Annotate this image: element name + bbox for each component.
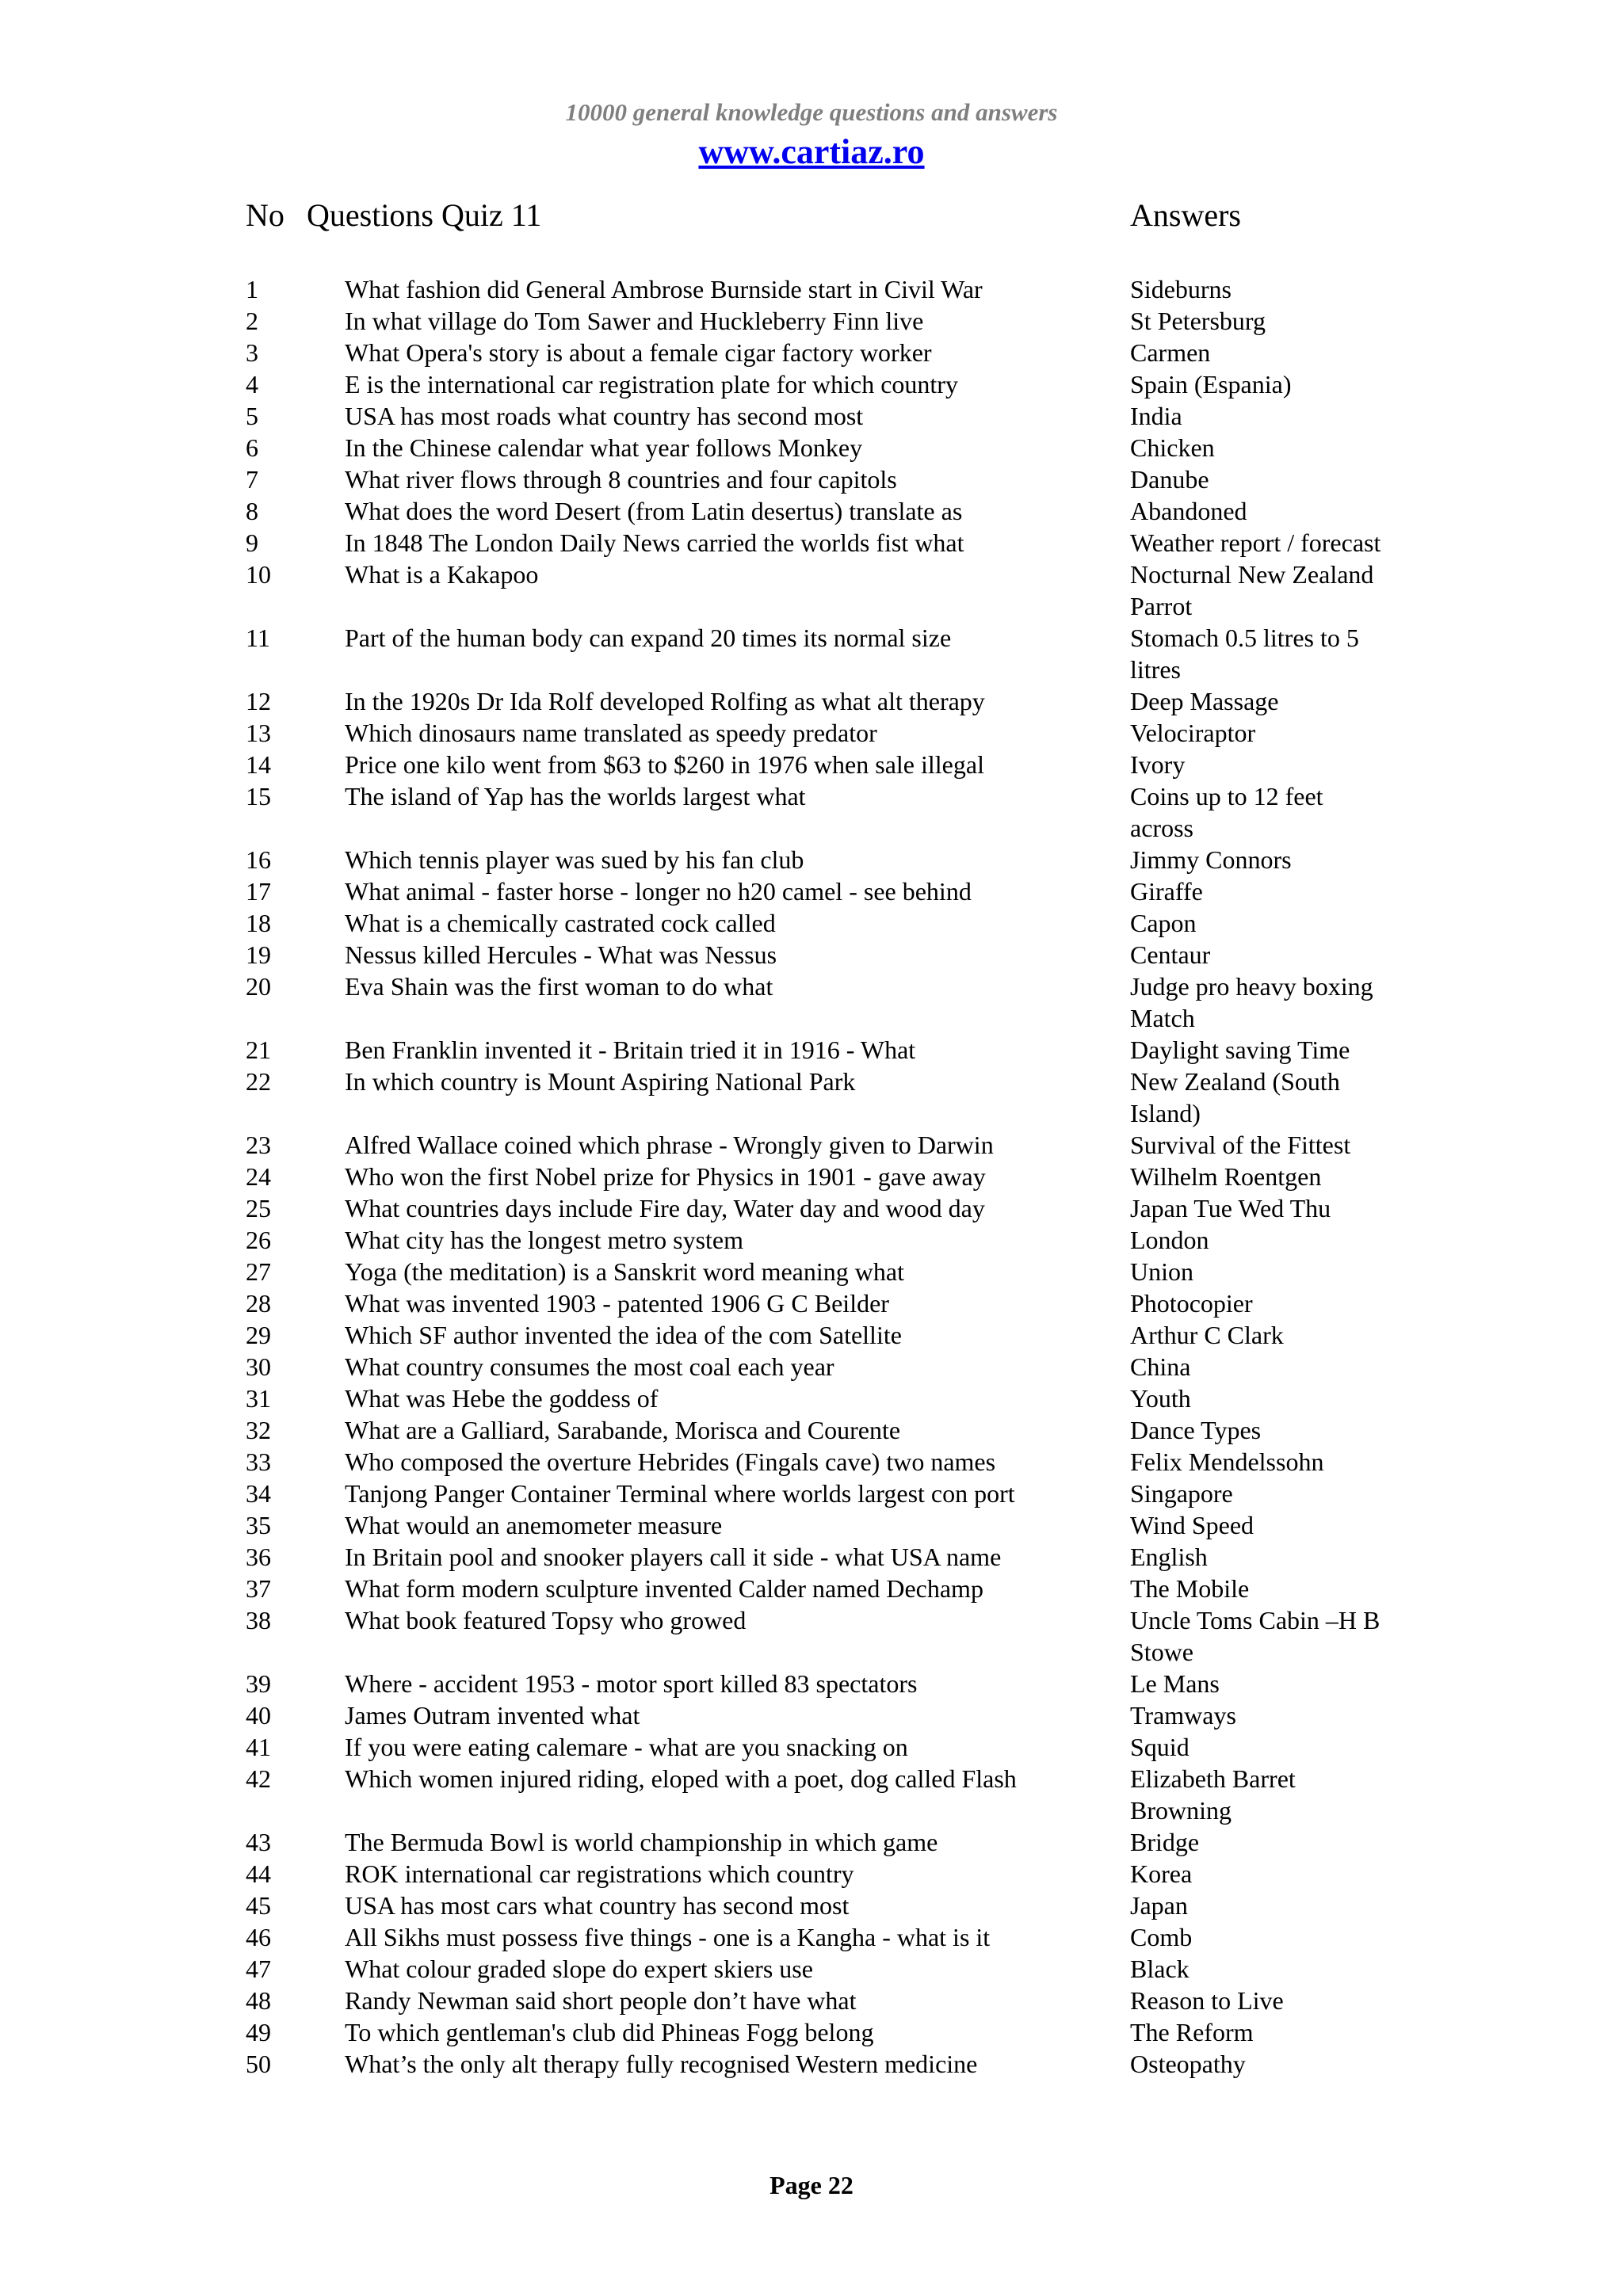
- quiz-row: [0, 844, 1623, 875]
- question-text: Alfred Wallace coined which phrase - Wrongly given to Darwin: [345, 1131, 994, 1159]
- question-text: Which dinosaurs name translated as speedy predator: [345, 719, 877, 747]
- question-text: What colour graded slope do expert skiers use: [345, 1955, 813, 1983]
- answer-text: Coins up to 12 feet across: [1130, 782, 1323, 842]
- question-number: 19: [246, 940, 271, 969]
- question-number: 46: [246, 1923, 271, 1951]
- answer-text: Osteopathy: [1130, 2050, 1246, 2078]
- question-number: 39: [246, 1669, 271, 1698]
- quiz-row: [0, 1826, 1623, 1858]
- question-number: 45: [246, 1891, 271, 1920]
- question-number: 20: [246, 972, 271, 1001]
- question-text: Who won the first Nobel prize for Physics in 1901 - gave away: [345, 1162, 986, 1191]
- answer-text: The Mobile: [1130, 1574, 1250, 1603]
- document-subtitle: 10000 general knowledge questions and answers: [565, 98, 1058, 126]
- answer-text: The Reform: [1130, 2018, 1254, 2046]
- answer-text: Bridge: [1130, 1828, 1200, 1856]
- website-link[interactable]: www.cartiaz.ro: [698, 132, 925, 171]
- question-text: Where - accident 1953 - motor sport killed 83 spectators: [345, 1669, 918, 1698]
- question-text: Eva Shain was the first woman to do what: [345, 972, 773, 1001]
- question-number: 10: [246, 560, 271, 589]
- quiz-row: [0, 559, 1623, 622]
- question-number: 7: [246, 465, 258, 494]
- question-text: What book featured Topsy who growed: [345, 1606, 747, 1634]
- answer-text: Union: [1130, 1257, 1193, 1286]
- answer-text: Japan Tue Wed Thu: [1130, 1194, 1331, 1222]
- quiz-row: [0, 907, 1623, 939]
- answer-text: Dance Types: [1130, 1416, 1262, 1444]
- question-number: 33: [246, 1447, 271, 1476]
- quiz-row: [0, 685, 1623, 717]
- answer-text: Survival of the Fittest: [1130, 1131, 1351, 1159]
- quiz-table: [0, 273, 1623, 2080]
- question-number: 41: [246, 1733, 271, 1761]
- answer-text: Wilhelm Roentgen: [1130, 1162, 1322, 1191]
- quiz-row: [0, 717, 1623, 749]
- quiz-row: [0, 368, 1623, 400]
- answer-text: Le Mans: [1130, 1669, 1220, 1698]
- answer-text: Capon: [1130, 909, 1197, 937]
- question-number: 29: [246, 1321, 271, 1349]
- quiz-row: [0, 1414, 1623, 1446]
- answer-text: Wind Speed: [1130, 1511, 1254, 1539]
- question-text: What countries days include Fire day, Water day and wood day: [345, 1194, 985, 1222]
- answer-text: Elizabeth Barret Browning: [1130, 1764, 1296, 1825]
- question-text: USA has most cars what country has second most: [345, 1891, 850, 1920]
- question-text: Price one kilo went from $63 to $260 in 1976 when sale illegal: [345, 750, 984, 779]
- question-number: 43: [246, 1828, 271, 1856]
- quiz-row: [0, 1192, 1623, 1224]
- answer-text: Jimmy Connors: [1130, 845, 1292, 874]
- question-text: The Bermuda Bowl is world championship in which game: [345, 1828, 938, 1856]
- answer-text: Squid: [1130, 1733, 1190, 1761]
- question-text: The island of Yap has the worlds largest what: [345, 782, 806, 810]
- question-number: 37: [246, 1574, 271, 1603]
- question-number: 3: [246, 338, 258, 367]
- question-text: Randy Newman said short people don’t have what: [345, 1986, 857, 2015]
- question-text: In the 1920s Dr Ida Rolf developed Rolfing as what alt therapy: [345, 687, 985, 715]
- column-header-questions: Questions Quiz 11: [307, 197, 542, 233]
- answer-text: Danube: [1130, 465, 1209, 494]
- quiz-row: [0, 1890, 1623, 1921]
- quiz-row: [0, 622, 1623, 685]
- quiz-row: [0, 337, 1623, 368]
- question-number: 6: [246, 433, 258, 462]
- question-text: What fashion did General Ambrose Burnside start in Civil War: [345, 275, 983, 303]
- question-text: In what village do Tom Sawer and Huckleberry Finn live: [345, 307, 924, 335]
- quiz-row: [0, 1763, 1623, 1826]
- question-number: 38: [246, 1606, 271, 1634]
- question-text: What city has the longest metro system: [345, 1226, 743, 1254]
- answer-text: English: [1130, 1543, 1208, 1571]
- quiz-row: [0, 1573, 1623, 1604]
- quiz-row: [0, 1351, 1623, 1383]
- answer-text: Reason to Live: [1130, 1986, 1284, 2015]
- quiz-row: [0, 2016, 1623, 2048]
- question-text: In which country is Mount Aspiring National Park: [345, 1067, 856, 1096]
- question-number: 1: [246, 275, 258, 303]
- question-number: 48: [246, 1986, 271, 2015]
- answer-text: Deep Massage: [1130, 687, 1279, 715]
- question-text: What was invented 1903 - patented 1906 G C Beilder: [345, 1289, 889, 1318]
- answer-text: Giraffe: [1130, 877, 1203, 906]
- quiz-row: [0, 1731, 1623, 1763]
- answer-text: Chicken: [1130, 433, 1215, 462]
- question-number: 50: [246, 2050, 271, 2078]
- question-text: What does the word Desert (from Latin desertus) translate as: [345, 497, 963, 525]
- answer-text: Tramways: [1130, 1701, 1236, 1730]
- quiz-row: [0, 1668, 1623, 1699]
- answer-text: Japan: [1130, 1891, 1188, 1920]
- quiz-row: [0, 1224, 1623, 1256]
- quiz-row: [0, 305, 1623, 337]
- question-number: 13: [246, 719, 271, 747]
- question-number: 32: [246, 1416, 271, 1444]
- answer-text: Abandoned: [1130, 497, 1247, 525]
- quiz-row: [0, 1446, 1623, 1478]
- question-number: 5: [246, 402, 258, 430]
- question-text: What country consumes the most coal each year: [345, 1352, 834, 1381]
- question-text: What river flows through 8 countries and four capitols: [345, 465, 897, 494]
- question-text: Ben Franklin invented it - Britain tried it in 1916 - What: [345, 1035, 916, 1064]
- question-number: 36: [246, 1543, 271, 1571]
- question-number: 47: [246, 1955, 271, 1983]
- answer-text: Youth: [1130, 1384, 1191, 1413]
- quiz-row: [0, 875, 1623, 907]
- question-text: In 1848 The London Daily News carried the worlds fist what: [345, 528, 964, 557]
- answer-text: Comb: [1130, 1923, 1193, 1951]
- question-text: Nessus killed Hercules - What was Nessus: [345, 940, 777, 969]
- question-number: 12: [246, 687, 271, 715]
- answer-text: Ivory: [1130, 750, 1186, 779]
- question-text: What would an anemometer measure: [345, 1511, 723, 1539]
- question-number: 4: [246, 370, 258, 399]
- question-text: What is a chemically castrated cock called: [345, 909, 776, 937]
- question-number: 42: [246, 1764, 271, 1793]
- question-text: What was Hebe the goddess of: [345, 1384, 659, 1413]
- answer-text: China: [1130, 1352, 1191, 1381]
- question-number: 9: [246, 528, 258, 557]
- quiz-row: [0, 1383, 1623, 1414]
- answer-text: India: [1130, 402, 1182, 430]
- question-text: Part of the human body can expand 20 times its normal size: [345, 624, 952, 652]
- question-number: 49: [246, 2018, 271, 2046]
- answer-text: Sideburns: [1130, 275, 1232, 303]
- quiz-row: [0, 1985, 1623, 2016]
- question-number: 16: [246, 845, 271, 874]
- answer-text: Velociraptor: [1130, 719, 1256, 747]
- question-number: 17: [246, 877, 271, 906]
- answer-text: Weather report / forecast: [1130, 528, 1381, 557]
- quiz-row: [0, 1066, 1623, 1129]
- question-number: 14: [246, 750, 271, 779]
- answer-text: Singapore: [1130, 1479, 1233, 1508]
- column-header-answers: Answers: [1130, 197, 1241, 233]
- answer-text: Felix Mendelssohn: [1130, 1447, 1324, 1476]
- question-text: Yoga (the meditation) is a Sanskrit word meaning what: [345, 1257, 904, 1286]
- question-number: 27: [246, 1257, 271, 1286]
- answer-text: Uncle Toms Cabin –H B Stowe: [1130, 1606, 1381, 1666]
- quiz-row: [0, 463, 1623, 495]
- question-number: 8: [246, 497, 258, 525]
- quiz-row: [0, 1509, 1623, 1541]
- quiz-row: [0, 1953, 1623, 1985]
- quiz-row: [0, 1256, 1623, 1287]
- question-text: To which gentleman's club did Phineas Fogg belong: [345, 2018, 874, 2046]
- question-number: 23: [246, 1131, 271, 1159]
- answer-text: Centaur: [1130, 940, 1211, 969]
- question-number: 31: [246, 1384, 271, 1413]
- question-number: 40: [246, 1701, 271, 1730]
- quiz-row: [0, 1287, 1623, 1319]
- question-text: Which women injured riding, eloped with a poet, dog called Flash: [345, 1764, 1017, 1793]
- question-number: 44: [246, 1859, 271, 1888]
- page-number: Page 22: [769, 2171, 854, 2199]
- quiz-row: [0, 939, 1623, 971]
- question-text: All Sikhs must possess five things - one is a Kangha - what is it: [345, 1923, 991, 1951]
- answer-text: Black: [1130, 1955, 1190, 1983]
- quiz-row: [0, 1319, 1623, 1351]
- question-number: 34: [246, 1479, 271, 1508]
- answer-text: Daylight saving Time: [1130, 1035, 1350, 1064]
- question-text: Who composed the overture Hebrides (Fingals cave) two names: [345, 1447, 996, 1476]
- answer-text: St Petersburg: [1130, 307, 1266, 335]
- question-number: 22: [246, 1067, 271, 1096]
- question-text: Which SF author invented the idea of the com Satellite: [345, 1321, 902, 1349]
- quiz-row: [0, 1921, 1623, 1953]
- question-text: ROK international car registrations which country: [345, 1859, 854, 1888]
- question-number: 28: [246, 1289, 271, 1318]
- question-text: USA has most roads what country has second most: [345, 402, 864, 430]
- answer-text: Stomach 0.5 litres to 5 litres: [1130, 624, 1359, 684]
- answer-text: Photocopier: [1130, 1289, 1253, 1318]
- question-number: 35: [246, 1511, 271, 1539]
- quiz-row: [0, 495, 1623, 527]
- answer-text: Spain (Espania): [1130, 370, 1292, 399]
- question-number: 15: [246, 782, 271, 810]
- quiz-row: [0, 1541, 1623, 1573]
- question-number: 2: [246, 307, 258, 335]
- question-number: 25: [246, 1194, 271, 1222]
- quiz-row: [0, 2048, 1623, 2080]
- question-text: Which tennis player was sued by his fan club: [345, 845, 804, 874]
- question-text: In Britain pool and snooker players call it side - what USA name: [345, 1543, 1002, 1571]
- quiz-row: [0, 971, 1623, 1034]
- quiz-row: [0, 780, 1623, 844]
- quiz-row: [0, 432, 1623, 463]
- question-text: What are a Galliard, Sarabande, Morisca and Courente: [345, 1416, 901, 1444]
- question-text: James Outram invented what: [345, 1701, 640, 1730]
- question-number: 21: [246, 1035, 271, 1064]
- answer-text: Arthur C Clark: [1130, 1321, 1284, 1349]
- answer-text: Korea: [1130, 1859, 1193, 1888]
- quiz-row: [0, 1034, 1623, 1066]
- quiz-row: [0, 1161, 1623, 1192]
- quiz-row: [0, 749, 1623, 780]
- quiz-row: [0, 400, 1623, 432]
- answer-text: Carmen: [1130, 338, 1211, 367]
- question-number: 26: [246, 1226, 271, 1254]
- question-text: E is the international car registration plate for which country: [345, 370, 958, 399]
- answer-text: Nocturnal New Zealand Parrot: [1130, 560, 1374, 620]
- answer-text: London: [1130, 1226, 1209, 1254]
- quiz-row: [0, 273, 1623, 305]
- column-header-no: No: [246, 197, 285, 233]
- answer-text: Judge pro heavy boxing Match: [1130, 972, 1373, 1032]
- answer-text: New Zealand (South Island): [1130, 1067, 1340, 1127]
- question-text: Tanjong Panger Container Terminal where worlds largest con port: [345, 1479, 1015, 1508]
- question-number: 24: [246, 1162, 271, 1191]
- question-text: What is a Kakapoo: [345, 560, 539, 589]
- quiz-row: [0, 1604, 1623, 1668]
- question-text: In the Chinese calendar what year follows Monkey: [345, 433, 863, 462]
- question-number: 18: [246, 909, 271, 937]
- question-number: 11: [246, 624, 270, 652]
- quiz-row: [0, 527, 1623, 559]
- question-text: What form modern sculpture invented Calder named Dechamp: [345, 1574, 983, 1603]
- quiz-row: [0, 1129, 1623, 1161]
- question-text: What Opera's story is about a female cigar factory worker: [345, 338, 932, 367]
- quiz-row: [0, 1699, 1623, 1731]
- quiz-row: [0, 1478, 1623, 1509]
- question-text: What’s the only alt therapy fully recognised Western medicine: [345, 2050, 978, 2078]
- quiz-row: [0, 1858, 1623, 1890]
- question-text: If you were eating calemare - what are you snacking on: [345, 1733, 908, 1761]
- question-number: 30: [246, 1352, 271, 1381]
- question-text: What animal - faster horse - longer no h20 camel - see behind: [345, 877, 972, 906]
